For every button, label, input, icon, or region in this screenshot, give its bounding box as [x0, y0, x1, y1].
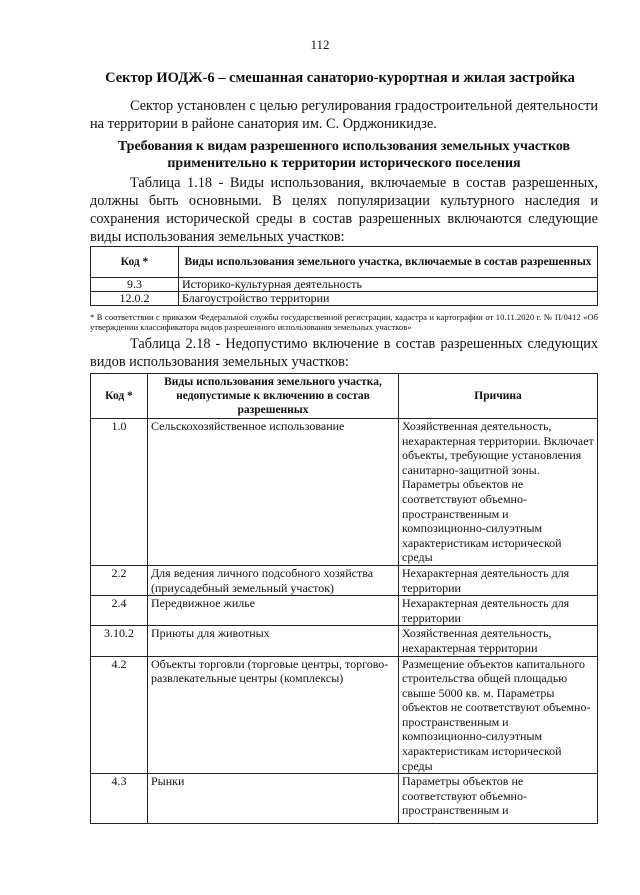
use-cell: Для ведения личного подсобного хозяйства (приусадебный земельный участок) — [148, 565, 399, 595]
code-cell: 4.2 — [91, 656, 148, 774]
table-row — [91, 278, 598, 292]
code-cell: 3.10.2 — [91, 626, 148, 656]
code-cell: 9.3 — [91, 278, 179, 292]
reason-cell: Нехарактерная деятельность для территории — [399, 596, 598, 626]
table1-caption: Таблица 1.18 - Виды использования, включаемые в состав разрешенных, должны быть основными. В целях популяризации культурного наследия и сохранения исторической среды в состав разрешенных включаются следующие виды использования земельных участков: — [90, 175, 598, 245]
section-heading: Сектор ИОДЖ-6 – смешанная санаторио-курортная и жилая застройка — [105, 70, 575, 86]
use-cell: Объекты торговли (торговые центры, торгово-развлекательные центры (комплексы) — [148, 656, 399, 774]
code-header: Код * — [91, 247, 179, 278]
reason-cell: Хозяйственная деятельность, нехарактерная территории. Включает объекты, требующие установления санитарно-защитной зоны. Параметры объектов не соответствуют объемно-пространственным и композиционно-силуэтным характеристикам исторической среды — [399, 419, 598, 566]
use-cell: Сельскохозяйственное использование — [148, 419, 399, 566]
use-cell: Приюты для животных — [148, 626, 399, 656]
code-cell: 2.4 — [91, 596, 148, 626]
allowed-uses-table — [90, 246, 598, 306]
code-cell: 1.0 — [91, 419, 148, 566]
page-number: 112 — [310, 37, 330, 52]
code-header: Код * — [91, 374, 148, 419]
table-row — [91, 626, 598, 656]
table-row — [91, 419, 598, 566]
reason-header: Причина — [399, 374, 598, 419]
reason-cell: Нехарактерная деятельность для территории — [399, 565, 598, 595]
table-row — [91, 565, 598, 595]
code-cell: 4.3 — [91, 774, 148, 824]
table-row — [91, 656, 598, 774]
reason-cell: Хозяйственная деятельность, нехарактерная территории — [399, 626, 598, 656]
use-cell: Историко-культурная деятельность — [179, 278, 598, 292]
table-header-row — [91, 247, 598, 278]
code-cell: 2.2 — [91, 565, 148, 595]
code-cell: 12.0.2 — [91, 292, 179, 306]
reason-cell: Параметры объектов не соответствуют объемно-пространственным и — [399, 774, 598, 824]
use-cell: Передвижное жилье — [148, 596, 399, 626]
table-header-row — [91, 374, 598, 419]
prohibited-uses-table — [90, 373, 598, 824]
table-row — [91, 596, 598, 626]
use-header: Виды использования земельного участка, недопустимые к включению в состав разрешенных — [148, 374, 399, 419]
intro-paragraph: Сектор установлен с целью регулирования градостроительной деятельности на территории в районе санатория им. С. Орджоникидзе. — [90, 98, 598, 132]
use-cell: Благоустройство территории — [179, 292, 598, 306]
table2-caption: Таблица 2.18 - Недопустимо включение в состав разрешенных следующих видов использования земельных участков: — [90, 336, 598, 370]
requirements-subheading: Требования к видам разрешенного использования земельных участков применительно к территории исторического поселения — [117, 139, 571, 171]
table-row — [91, 774, 598, 824]
use-header: Виды использования земельного участка, включаемые в состав разрешенных — [179, 247, 598, 278]
reason-cell: Размещение объектов капитального строительства общей площадью свыше 5000 кв. м. Параметры объектов не соответствуют объемно-пространственным и композиционно-силуэтным характеристикам исторической среды — [399, 656, 598, 774]
use-cell: Рынки — [148, 774, 399, 824]
footnote: * В соответствии с приказом Федеральной службы государственной регистрации, кадастра и картографии от 10.11.2020 г. № П/0412 «Об утверждении классификатора видов разрешенного использования земельных участков» — [90, 312, 598, 332]
table-row — [91, 292, 598, 306]
